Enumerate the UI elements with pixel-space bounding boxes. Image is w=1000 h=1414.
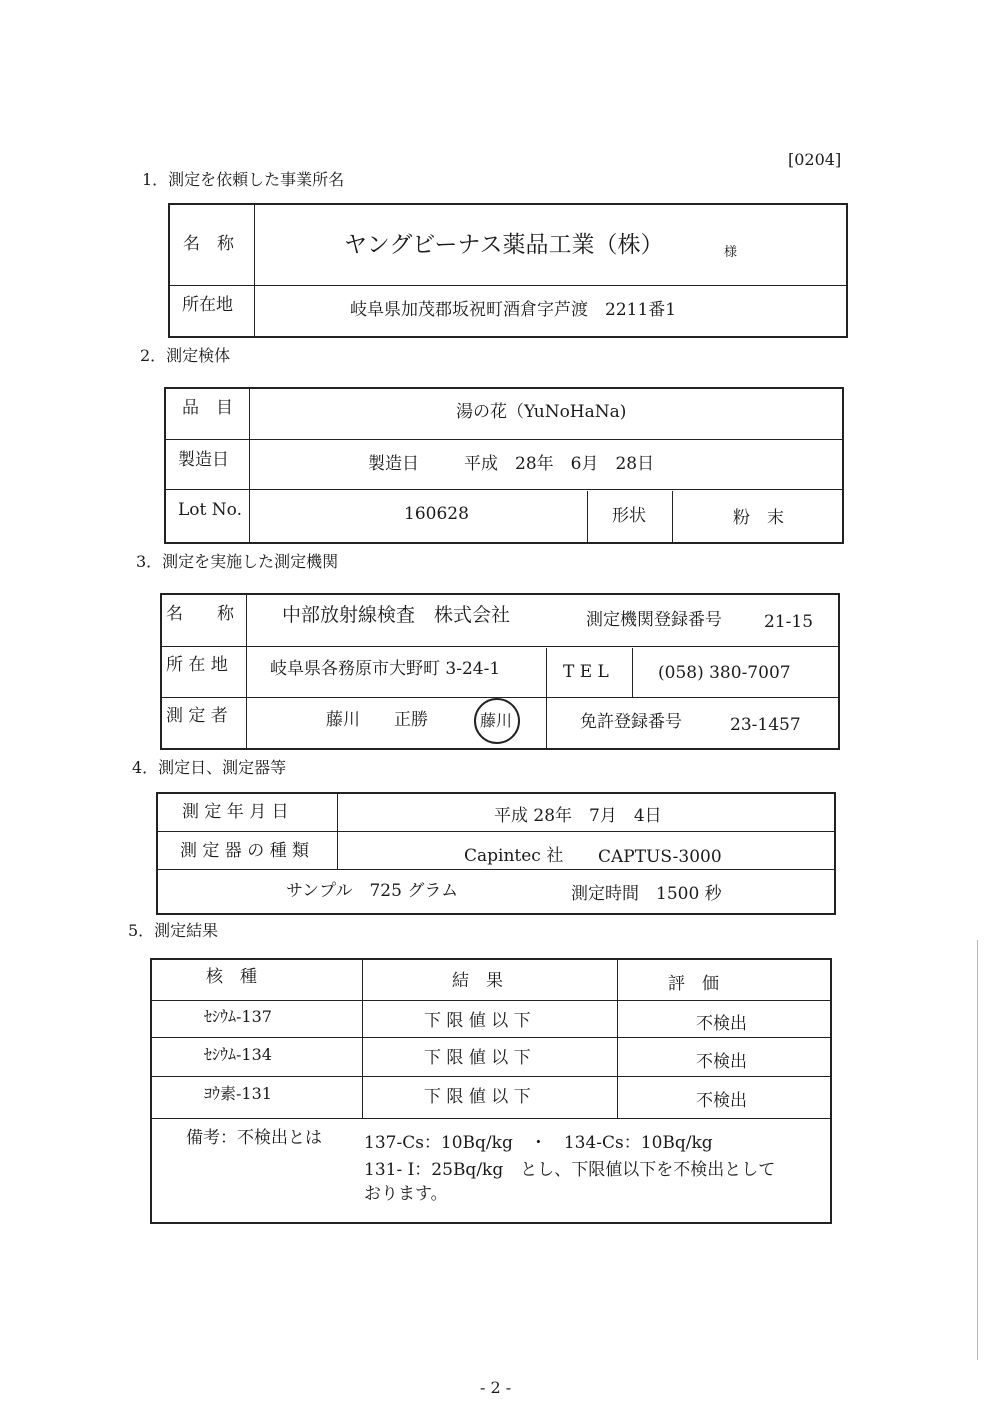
note-line3: おります。 bbox=[364, 1184, 448, 1204]
lab-address-value: 岐阜県各務原市大野町 3-24-1 bbox=[270, 659, 501, 679]
row-nuclide: ｾｼｳﾑ-137 bbox=[204, 1007, 272, 1026]
tel-value: (058) 380-7007 bbox=[658, 663, 791, 683]
measurement-date-label: 測 定 年 月 日 bbox=[182, 802, 289, 822]
document-code: [0204] bbox=[788, 150, 842, 169]
row-evaluation: 不検出 bbox=[696, 1052, 747, 1072]
measurement-date-value: 平成 28年 7月 4日 bbox=[494, 806, 662, 826]
inspector-label: 測 定 者 bbox=[166, 706, 228, 726]
row-result: 下 限 値 以 下 bbox=[424, 1011, 531, 1031]
row-evaluation: 不検出 bbox=[696, 1014, 747, 1034]
page-number: - 2 - bbox=[480, 1378, 512, 1397]
header-result: 結 果 bbox=[452, 971, 503, 991]
section2-heading: 2．測定検体 bbox=[140, 346, 231, 365]
table-divider bbox=[362, 960, 363, 1118]
lab-registration-label: 測定機関登録番号 bbox=[586, 610, 722, 630]
requester-address-label: 所在地 bbox=[182, 295, 233, 315]
table-divider bbox=[152, 1118, 830, 1119]
table-divider bbox=[672, 491, 673, 542]
table-divider bbox=[587, 491, 588, 542]
honorific: 様 bbox=[724, 245, 738, 260]
section4-heading: 4．測定日、測定器等 bbox=[132, 758, 287, 777]
lot-label: Lot No. bbox=[178, 500, 242, 520]
table-divider bbox=[246, 595, 247, 748]
license-value: 23-1457 bbox=[730, 715, 801, 735]
table-divider bbox=[158, 831, 834, 832]
sample-amount: サンプル 725 グラム bbox=[286, 881, 459, 901]
table-divider bbox=[152, 1037, 830, 1038]
table-divider bbox=[152, 1076, 830, 1077]
table-divider bbox=[158, 869, 834, 870]
table-divider bbox=[170, 285, 846, 286]
row-nuclide: ﾖｳ素-131 bbox=[204, 1084, 272, 1103]
stamp-text: 藤川 bbox=[480, 711, 513, 730]
note-line2: 131- I：25Bq/kg とし、下限値以下を不検出として bbox=[364, 1160, 776, 1180]
row-evaluation: 不検出 bbox=[696, 1091, 747, 1111]
personal-seal-stamp bbox=[474, 698, 520, 744]
item-label: 品 目 bbox=[182, 398, 233, 418]
lab-name-value: 中部放射線検査 株式会社 bbox=[282, 604, 511, 626]
inspector-value: 藤川 正勝 bbox=[326, 710, 428, 730]
shape-label: 形状 bbox=[612, 506, 646, 526]
manufacture-date-prefix: 製造日 bbox=[368, 454, 419, 474]
table-divider bbox=[632, 648, 633, 697]
header-nuclide: 核 種 bbox=[206, 967, 257, 987]
header-evaluation: 評 価 bbox=[668, 974, 719, 994]
table-divider bbox=[254, 205, 255, 336]
manufacture-date-value: 平成 28年 6月 28日 bbox=[464, 454, 655, 474]
table-divider bbox=[152, 1000, 830, 1001]
shape-value: 粉 末 bbox=[733, 508, 784, 528]
license-label: 免許登録番号 bbox=[580, 712, 682, 732]
device-label: 測 定 器 の 種 類 bbox=[180, 841, 310, 861]
device-maker: Capintec 社 bbox=[464, 846, 564, 866]
requester-address-value: 岐阜県加茂郡坂祝町酒倉字芦渡 2211番1 bbox=[350, 300, 677, 320]
table-divider bbox=[166, 489, 842, 490]
section3-heading: 3．測定を実施した測定機関 bbox=[136, 552, 339, 571]
table-divider bbox=[162, 646, 838, 647]
section5-heading: 5．測定結果 bbox=[128, 921, 219, 940]
scan-edge-line bbox=[977, 940, 978, 1360]
lab-name-label: 名 称 bbox=[166, 604, 234, 624]
note-label: 備考：不検出とは bbox=[186, 1128, 322, 1148]
row-result: 下 限 値 以 下 bbox=[424, 1087, 531, 1107]
row-result: 下 限 値 以 下 bbox=[424, 1048, 531, 1068]
item-value: 湯の花（YuNoHaNa) bbox=[456, 402, 627, 422]
requester-name-label: 名 称 bbox=[183, 234, 234, 254]
requester-name-value: ヤングビーナス薬品工業（株） bbox=[344, 232, 664, 258]
device-model: CAPTUS-3000 bbox=[598, 847, 722, 867]
note-line1: 137-Cs：10Bq/kg ・ 134-Cs：10Bq/kg bbox=[364, 1133, 713, 1153]
table-divider bbox=[249, 389, 250, 542]
tel-label: T E L bbox=[563, 662, 609, 682]
manufacture-date-label: 製造日 bbox=[178, 450, 229, 470]
table-divider bbox=[166, 439, 842, 440]
lot-value: 160628 bbox=[404, 504, 469, 524]
row-nuclide: ｾｼｳﾑ-134 bbox=[204, 1045, 272, 1064]
measurement-time: 測定時間 1500 秒 bbox=[571, 884, 722, 904]
table-divider bbox=[617, 960, 618, 1118]
lab-address-label: 所 在 地 bbox=[166, 655, 228, 675]
section1-heading: 1．測定を依頼した事業所名 bbox=[142, 170, 345, 189]
table-divider bbox=[546, 648, 547, 748]
lab-registration-value: 21-15 bbox=[764, 612, 814, 632]
